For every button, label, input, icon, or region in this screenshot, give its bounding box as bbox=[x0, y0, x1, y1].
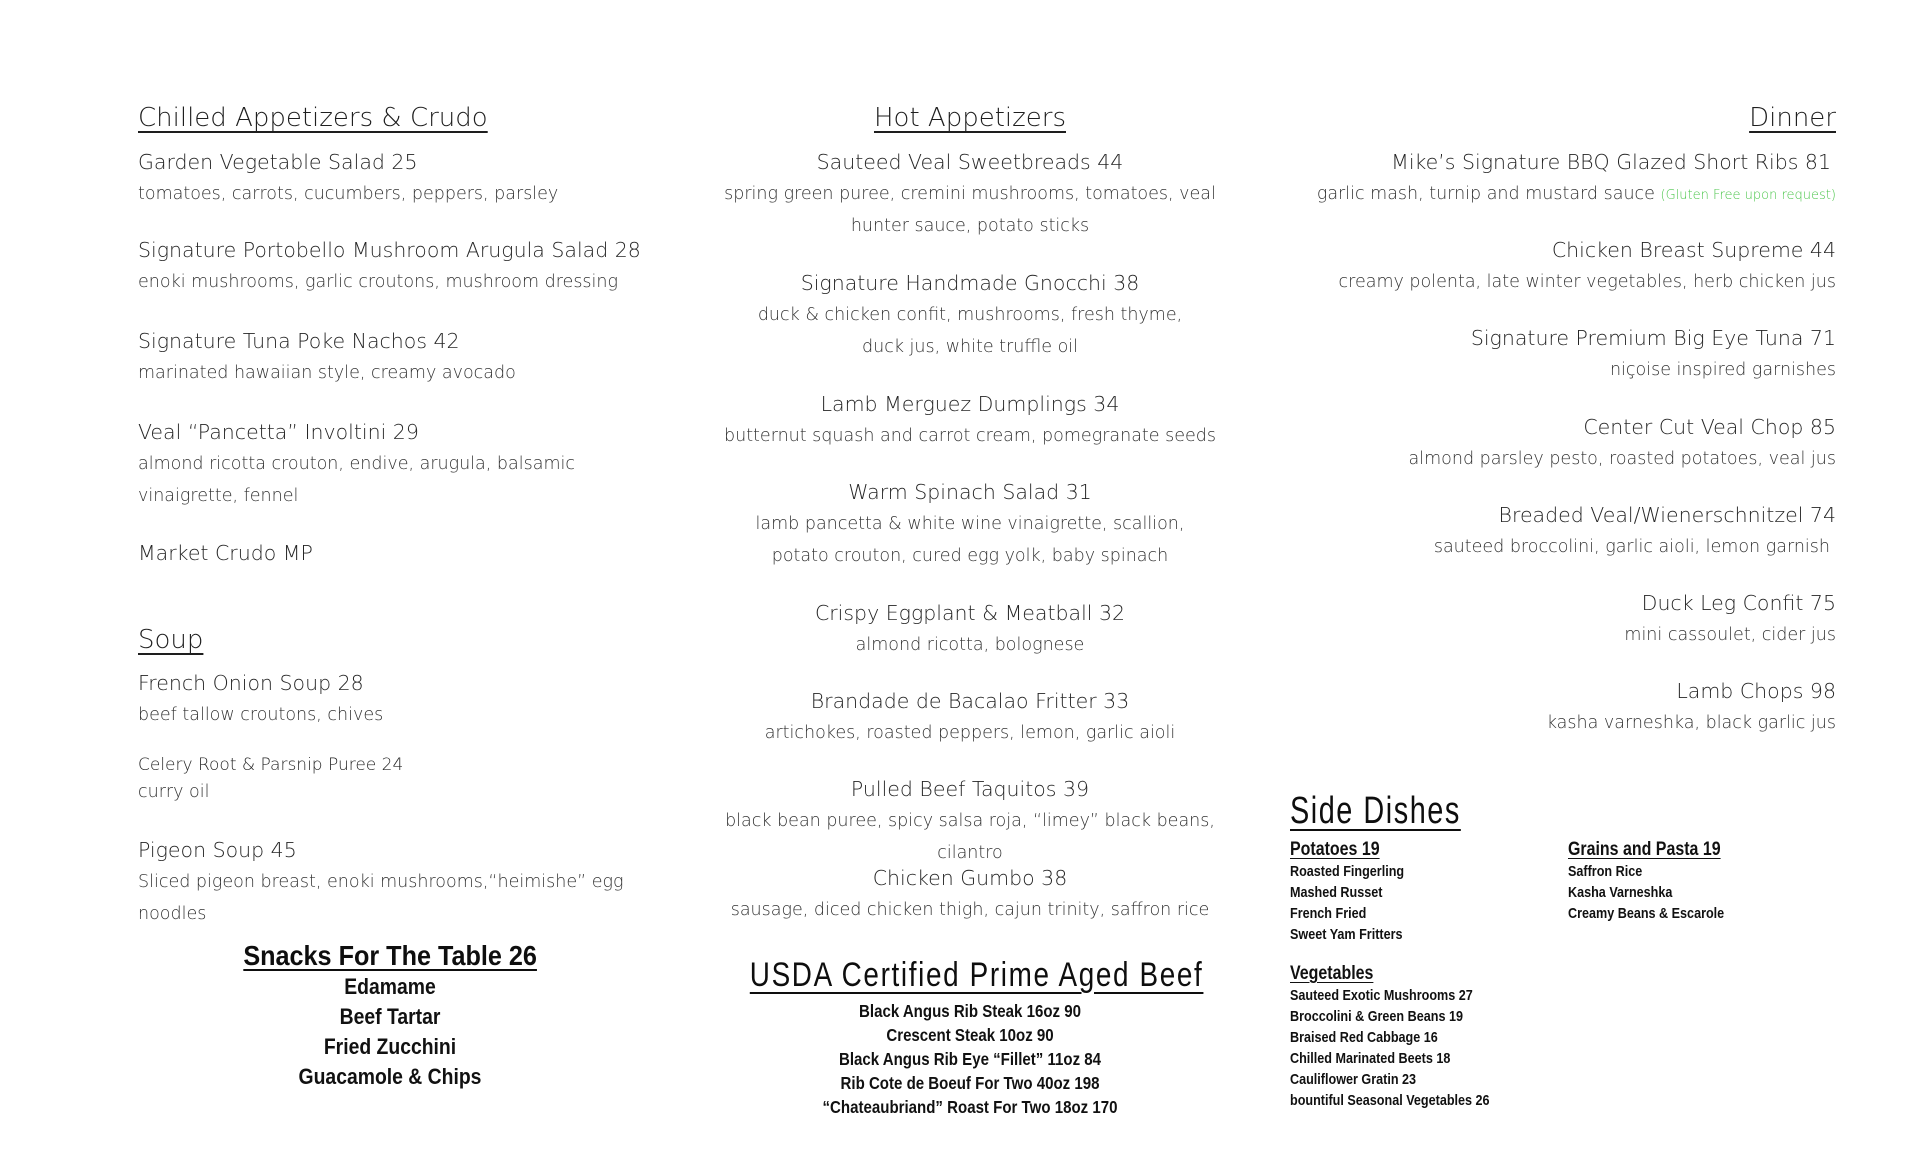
item-name: Veal “Pancetta” Involtini 29 bbox=[138, 420, 419, 444]
gluten-free-note: (Gluten Free upon request) bbox=[1660, 187, 1836, 203]
item-name: Breaded Veal/Wienerschnitzel 74 bbox=[1498, 503, 1836, 527]
menu-item bbox=[138, 238, 658, 298]
vegetables-group bbox=[1290, 962, 1528, 1111]
item-description: kasha varneshka, black garlic jus bbox=[1546, 712, 1836, 733]
item-description: spring green puree, cremini mushrooms, tomatoes, veal hunter sauce, potato sticks bbox=[724, 183, 1216, 236]
menu-item bbox=[700, 777, 1240, 869]
side-item: Sauteed Exotic Mushrooms 27 bbox=[1290, 987, 1473, 1004]
item-description: sausage, diced chicken thigh, cajun trinity, saffron rice bbox=[730, 899, 1210, 920]
side-item: Saffron Rice bbox=[1568, 863, 1643, 880]
vegetables-title: Vegetables bbox=[1290, 963, 1374, 984]
side-item: Cauliflower Gratin 23 bbox=[1290, 1071, 1417, 1088]
item-name: Pulled Beef Taquitos 39 bbox=[850, 777, 1090, 801]
menu-item bbox=[138, 838, 658, 930]
item-name: Lamb Chops 98 bbox=[1676, 679, 1836, 703]
item-description-text: garlic mash, turnip and mustard sauce bbox=[1316, 183, 1655, 204]
menu-item bbox=[700, 601, 1240, 661]
item-name: Mike’s Signature BBQ Glazed Short Ribs 81 bbox=[1391, 150, 1831, 174]
item-name: Center Cut Veal Chop 85 bbox=[1583, 415, 1836, 439]
menu-item bbox=[138, 329, 658, 389]
beef-section bbox=[700, 956, 1240, 1119]
beef-item: Black Angus Rib Eye “Fillet” 11oz 84 bbox=[838, 1049, 1102, 1069]
item-name: Chicken Breast Supreme 44 bbox=[1551, 238, 1836, 262]
snack-item: Guacamole & Chips bbox=[298, 1064, 482, 1089]
menu-item bbox=[1300, 238, 1836, 298]
item-description: sauteed broccolini, garlic aioli, lemon garnish bbox=[1433, 536, 1830, 557]
menu-item bbox=[1300, 326, 1836, 386]
item-description bbox=[1300, 178, 1836, 212]
item-name: Lamb Merguez Dumplings 34 bbox=[820, 392, 1120, 416]
menu-item bbox=[138, 420, 628, 512]
item-name: Signature Handmade Gnocchi 38 bbox=[800, 271, 1140, 295]
side-item: Braised Red Cabbage 16 bbox=[1290, 1029, 1438, 1046]
item-name: Duck Leg Confit 75 bbox=[1641, 591, 1836, 615]
snack-item: Beef Tartar bbox=[339, 1004, 441, 1029]
item-description: beef tallow croutons, chives bbox=[138, 704, 384, 725]
item-name: Market Crudo MP bbox=[138, 541, 313, 565]
beef-item: Black Angus Rib Steak 16oz 90 bbox=[859, 1001, 1081, 1021]
potatoes-group bbox=[1290, 838, 1426, 945]
item-name: Garden Vegetable Salad 25 bbox=[138, 150, 418, 174]
side-item: Broccolini & Green Beans 19 bbox=[1290, 1008, 1463, 1025]
item-description: Sliced pigeon breast, enoki mushrooms,“heimishe” egg noodles bbox=[138, 871, 624, 924]
side-item: Kasha Varneshka bbox=[1568, 884, 1673, 901]
item-description: creamy polenta, late winter vegetables, herb chicken jus bbox=[1338, 271, 1836, 292]
menu-item bbox=[1300, 591, 1836, 651]
item-name: Signature Portobello Mushroom Arugula Salad 28 bbox=[138, 238, 641, 262]
side-item: Sweet Yam Fritters bbox=[1290, 926, 1403, 943]
side-item: Creamy Beans & Escarole bbox=[1568, 905, 1725, 922]
chilled-appetizers-heading: Chilled Appetizers & Crudo bbox=[138, 103, 488, 133]
item-name: Crispy Eggplant & Meatball 32 bbox=[814, 601, 1126, 625]
grains-title: Grains and Pasta 19 bbox=[1568, 839, 1721, 860]
menu-item bbox=[700, 392, 1240, 452]
item-description: black bean puree, spicy salsa roja, “limey” black beans, cilantro bbox=[725, 810, 1215, 863]
side-dishes-title: Side Dishes bbox=[1290, 790, 1461, 832]
item-description: marinated hawaiian style, creamy avocado bbox=[138, 362, 516, 383]
item-description: curry oil bbox=[138, 782, 210, 803]
item-description: almond ricotta crouton, endive, arugula, balsamic vinaigrette, fennel bbox=[138, 453, 575, 506]
item-description: mini cassoulet, cider jus bbox=[1624, 624, 1836, 645]
item-name: Celery Root & Parsnip Puree 24 bbox=[138, 755, 404, 775]
menu-item bbox=[138, 671, 658, 731]
grains-group bbox=[1568, 838, 1754, 924]
item-name: Signature Tuna Poke Nachos 42 bbox=[138, 329, 460, 353]
menu-item bbox=[700, 150, 1240, 242]
item-description: almond ricotta, bolognese bbox=[855, 634, 1085, 655]
beef-item: “Chateaubriand” Roast For Two 18oz 170 bbox=[822, 1097, 1118, 1117]
item-name: Brandade de Bacalao Fritter 33 bbox=[810, 689, 1130, 713]
hot-appetizers-heading: Hot Appetizers bbox=[873, 103, 1066, 133]
item-description: artichokes, roasted peppers, lemon, garlic aioli bbox=[764, 722, 1176, 743]
menu-item bbox=[700, 866, 1240, 926]
side-item: Roasted Fingerling bbox=[1290, 863, 1405, 880]
side-dishes-section bbox=[1290, 790, 1850, 1109]
item-description: lamb pancetta & white wine vinaigrette, scallion, potato crouton, cured egg yolk, baby spinach bbox=[755, 513, 1185, 566]
side-item: Mashed Russet bbox=[1290, 884, 1383, 901]
menu-item bbox=[700, 480, 1240, 572]
snack-item: Edamame bbox=[344, 974, 436, 999]
menu-item bbox=[138, 150, 658, 210]
item-name: Sauteed Veal Sweetbreads 44 bbox=[816, 150, 1124, 174]
menu-item bbox=[1300, 503, 1836, 563]
menu-item bbox=[700, 689, 1240, 749]
menu-item bbox=[1300, 415, 1836, 475]
menu-item bbox=[1300, 679, 1836, 739]
item-description: butternut squash and carrot cream, pomegranate seeds bbox=[724, 425, 1216, 446]
menu-item bbox=[700, 271, 1240, 363]
item-description: enoki mushrooms, garlic croutons, mushroom dressing bbox=[138, 271, 619, 292]
item-description: duck & chicken confit, mushrooms, fresh thyme, duck jus, white truffle oil bbox=[757, 304, 1183, 357]
potatoes-title: Potatoes 19 bbox=[1290, 839, 1380, 860]
snacks-title: Snacks For The Table 26 bbox=[243, 940, 537, 971]
item-description: tomatoes, carrots, cucumbers, peppers, parsley bbox=[138, 183, 559, 204]
item-description: niçoise inspired garnishes bbox=[1609, 359, 1836, 380]
side-item: bountiful Seasonal Vegetables 26 bbox=[1290, 1092, 1490, 1109]
soup-heading: Soup bbox=[138, 625, 204, 655]
item-description: almond parsley pesto, roasted potatoes, veal jus bbox=[1408, 448, 1836, 469]
beef-title: USDA Certified Prime Aged Beef bbox=[749, 956, 1204, 994]
menu-item bbox=[138, 755, 658, 808]
side-item: Chilled Marinated Beets 18 bbox=[1290, 1050, 1451, 1067]
side-item: French Fried bbox=[1290, 905, 1367, 922]
item-name: Warm Spinach Salad 31 bbox=[848, 480, 1092, 504]
item-name: Signature Premium Big Eye Tuna 71 bbox=[1470, 326, 1836, 350]
item-name: Pigeon Soup 45 bbox=[138, 838, 297, 862]
dinner-heading: Dinner bbox=[1749, 103, 1836, 133]
beef-item: Rib Cote de Boeuf For Two 40oz 198 bbox=[840, 1073, 1100, 1093]
menu-item bbox=[1300, 150, 1836, 212]
item-name: French Onion Soup 28 bbox=[138, 671, 364, 695]
beef-item: Crescent Steak 10oz 90 bbox=[886, 1025, 1054, 1045]
menu-item bbox=[138, 541, 658, 566]
snack-item: Fried Zucchini bbox=[323, 1034, 457, 1059]
item-name: Chicken Gumbo 38 bbox=[872, 866, 1068, 890]
snacks-section bbox=[140, 940, 640, 1092]
